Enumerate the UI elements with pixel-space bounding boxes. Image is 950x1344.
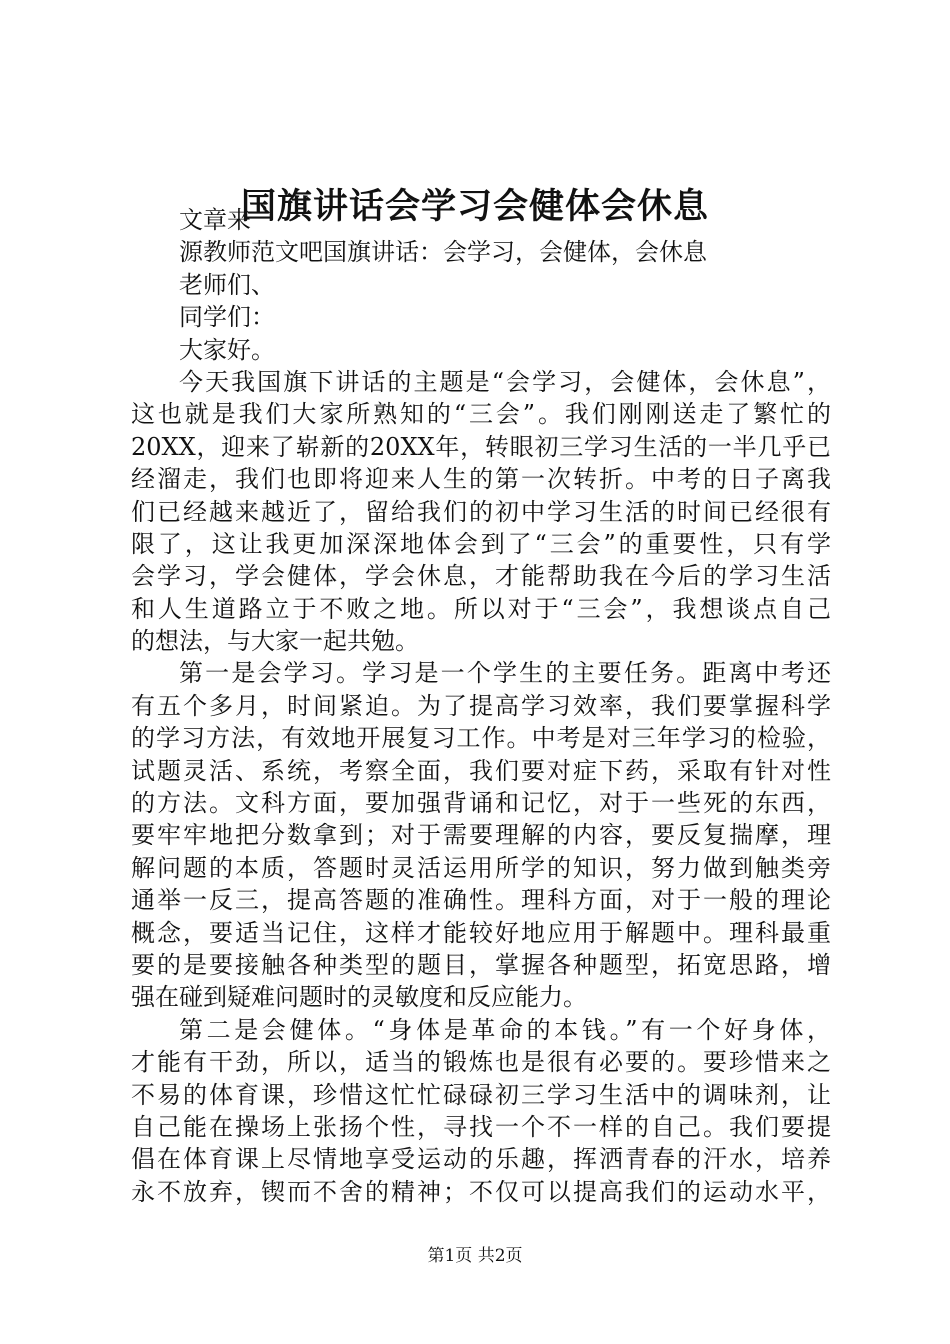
text-line: 经溜走，我们也即将迎来人生的第一次转折。中考的日子离我 <box>131 465 831 494</box>
text-line: 要的是要接触各种类型的题目，掌握各种题型，拓宽思路，增 <box>131 950 831 979</box>
page-number: 第1页 共2页 <box>427 1246 523 1266</box>
text-line: 和人生道路立于不败之地。所以对于“三会”，我想谈点自己 <box>131 594 831 623</box>
text-line: 有五个多月，时间紧迫。为了提高学习效率，我们要掌握科学 <box>131 691 831 720</box>
text-line: 20XX，迎来了崭新的20XX年，转眼初三学习生活的一半几乎已 <box>131 432 831 461</box>
text-line: 限了，这让我更加深深地体会到了“三会”的重要性，只有学 <box>131 529 831 558</box>
header-block <box>131 204 831 366</box>
text-line: 会学习，学会健体，学会休息，才能帮助我在今后的学习生活 <box>131 562 831 591</box>
text-line: 第一是会学习。学习是一个学生的主要任务。距离中考还 <box>179 659 831 688</box>
text-line: 倡在体育课上尽情地享受运动的乐趣，挥洒青春的汗水，培养 <box>131 1145 831 1174</box>
document-body <box>131 204 831 1208</box>
text-line: 这也就是我们大家所熟知的“三会”。我们刚刚送走了繁忙的 <box>131 400 831 429</box>
text-line: 同学们： <box>179 303 275 332</box>
paragraph <box>131 1014 831 1208</box>
text-line: 第二是会健体。“身体是革命的本钱。”有一个好身体， <box>179 1015 831 1044</box>
text-line: 要牢牢地把分数拿到；对于需要理解的内容，要反复揣摩，理 <box>131 821 831 850</box>
text-line: 解问题的本质，答题时灵活运用所学的知识，努力做到触类旁 <box>131 853 831 882</box>
page-title: 国旗讲话会学习会健体会休息 <box>240 186 709 227</box>
paragraph <box>131 366 831 658</box>
text-line: 的学习方法，有效地开展复习工作。中考是对三年学习的检验， <box>131 724 831 753</box>
text-line: 通举一反三，提高答题的准确性。理科方面，对于一般的理论 <box>131 886 831 915</box>
text-line: 自己能在操场上张扬个性，寻找一个不一样的自己。我们要提 <box>131 1112 831 1141</box>
text-line: 的方法。文科方面，要加强背诵和记忆，对于一些死的东西， <box>131 789 831 818</box>
text-line: 源教师范文吧国旗讲话：会学习，会健体，会休息 <box>179 238 707 267</box>
text-line: 试题灵活、系统，考察全面，我们要对症下药，采取有针对性 <box>131 756 831 785</box>
text-line: 大家好。 <box>179 335 275 364</box>
text-line: 不易的体育课，珍惜这忙忙碌碌初三学习生活中的调味剂，让 <box>131 1080 831 1109</box>
text-line: 永不放弃，锲而不舍的精神；不仅可以提高我们的运动水平， <box>131 1177 831 1206</box>
text-line: 老师们、 <box>179 270 275 299</box>
text-line: 的想法，与大家一起共勉。 <box>131 627 419 656</box>
text-line: 强在碰到疑难问题时的灵敏度和反应能力。 <box>131 983 587 1012</box>
text-line: 文章来 <box>179 206 251 234</box>
text-line: 概念，要适当记住，这样才能较好地应用于解题中。理科最重 <box>131 918 831 947</box>
text-line: 们已经越来越近了，留给我们的初中学习生活的时间已经很有 <box>131 497 831 526</box>
text-line: 才能有干劲，所以，适当的锻炼也是很有必要的。要珍惜来之 <box>131 1048 831 1077</box>
paragraph <box>131 657 831 1013</box>
text-line: 今天我国旗下讲话的主题是“会学习，会健体，会休息”， <box>179 367 831 396</box>
